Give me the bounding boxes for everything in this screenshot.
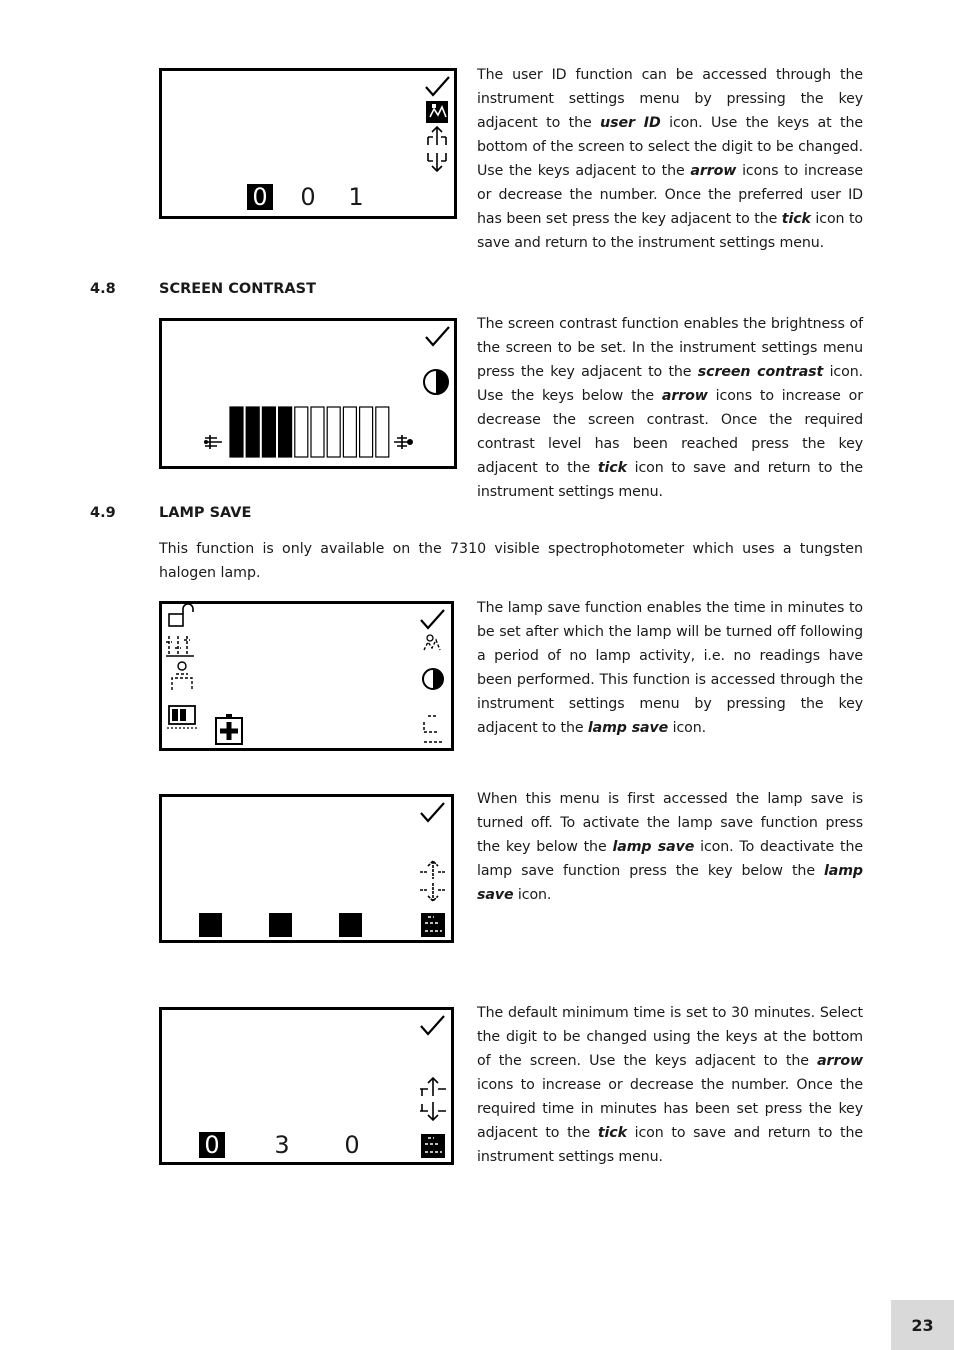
user-id-paragraph [477, 63, 863, 255]
emphasis-text: tick [781, 211, 811, 227]
tick-icon [421, 610, 444, 628]
paragraph-text: icons to increase or decrease the number. Once the preferred user ID has been set press the key adjacent to the [477, 163, 863, 227]
section-number-4-8: 4.8 [90, 281, 116, 297]
display-digit: 0 [300, 183, 316, 211]
paragraph-text: The screen contrast function enables the brightness of the screen to be set. In the instrument settings menu press the key adjacent to the [477, 316, 863, 380]
paragraph-text: icon to save and return to the instrument settings menu. [477, 460, 864, 500]
lamp-save-toggle-display [159, 794, 454, 943]
emphasis-text: screen contrast [697, 364, 824, 380]
paragraph-text: icon. To deactivate the lamp save function press the key below the [477, 839, 863, 879]
user-id-icon [426, 101, 448, 123]
display-digit: 0 [344, 1131, 360, 1159]
paragraph-text: icon. [513, 887, 552, 903]
emphasis-text: user ID [600, 115, 661, 131]
paragraph-text: The user ID function can be accessed through the instrument settings menu by pressing the key adjacent to the [477, 67, 863, 131]
paragraph-text: The default minimum time is set to 30 minutes. Select the digit to be changed using the keys at the bottom of the screen. Use the keys adjacent to the [477, 1005, 863, 1069]
time-icon [424, 716, 442, 742]
tick-icon [421, 803, 444, 821]
screen-contrast-paragraph [477, 312, 863, 504]
contrast-decrease-icon [204, 435, 222, 449]
lamp-save-paragraph-3 [477, 1001, 863, 1169]
contrast-segment [262, 407, 275, 457]
contrast-segment [327, 407, 340, 457]
user-icon [172, 662, 192, 690]
paragraph-text: icon. [668, 720, 707, 736]
emphasis-text: tick [597, 460, 627, 476]
display-digit: 3 [274, 1131, 290, 1159]
contrast-segment [376, 407, 389, 457]
display-digit: 0 [199, 1132, 225, 1158]
lamp-save-time-display [159, 1007, 454, 1165]
paragraph-text: When this menu is first accessed the lamp save is turned off. To activate the lamp save function press the key below the [477, 791, 863, 855]
digit-block [339, 913, 362, 937]
tick-icon [421, 1016, 444, 1034]
emphasis-text: lamp save [477, 863, 863, 903]
page-number: 23 [891, 1300, 954, 1350]
lamp-save-icon [421, 913, 445, 937]
contrast-level-bar [230, 407, 389, 457]
lamp-save-intro: This function is only available on the 7310 visible spectrophotometer which uses a tungsten halogen lamp. [159, 541, 863, 581]
arrow-down-icon [420, 883, 446, 901]
arrow-up-icon [420, 1078, 446, 1096]
digit-block [269, 913, 292, 937]
lamp-save-icon [216, 714, 242, 744]
paragraph-text: icon to save and return to the instrument settings menu. [477, 211, 863, 251]
user-id-display [159, 68, 457, 219]
contrast-segment [295, 407, 308, 457]
lamp-save-paragraph-2 [477, 787, 863, 907]
digit-block [199, 913, 222, 937]
section-number-4-9: 4.9 [90, 505, 116, 521]
arrow-down-icon [420, 1102, 446, 1120]
settings-icon [166, 636, 194, 656]
arrow-down-icon [428, 153, 446, 171]
lock-icon [169, 604, 193, 626]
paragraph-text: icons to increase or decrease the screen contrast. Once the required contrast level has been reached press the key adjacent to the [477, 388, 863, 476]
tick-icon [426, 77, 449, 95]
emphasis-text: arrow [661, 388, 708, 404]
battery-icon [167, 706, 197, 728]
contrast-segment [360, 407, 373, 457]
paragraph-text: icons to increase or decrease the number. Once the required time in minutes has been set press the key adjacent to the [477, 1077, 863, 1141]
screen-contrast-display [159, 318, 457, 469]
contrast-segment [343, 407, 356, 457]
tick-icon [426, 327, 449, 345]
contrast-segment [246, 407, 259, 457]
contrast-increase-icon [394, 435, 413, 449]
lamp-save-icon [421, 1134, 445, 1158]
emphasis-text: arrow [690, 163, 737, 179]
paragraph-text: icon. Use the keys below the [477, 364, 863, 404]
display-digit: 1 [348, 183, 364, 211]
paragraph-text: The lamp save function enables the time in minutes to be set after which the lamp will be turned off following a period of no lamp activity, i.e. no readings have been performed. This function is accessed through the instrument settings menu by pressing the key adjacent to the [477, 600, 863, 736]
emphasis-text: lamp save [587, 720, 669, 736]
arrow-up-icon [428, 127, 446, 145]
contrast-icon [424, 370, 448, 394]
emphasis-text: tick [597, 1125, 627, 1141]
emphasis-text: lamp save [612, 839, 695, 855]
contrast-segment [230, 407, 243, 457]
lamp-save-paragraph-1 [477, 596, 863, 740]
contrast-segment [279, 407, 292, 457]
section-title-lamp-save: LAMP SAVE [159, 505, 252, 521]
user-id-icon [424, 635, 440, 650]
paragraph-text: icon to save and return to the instrument settings menu. [477, 1125, 864, 1165]
instrument-settings-display [159, 601, 454, 751]
display-digit: 0 [247, 184, 273, 210]
contrast-icon [423, 669, 443, 689]
section-title-screen-contrast: SCREEN CONTRAST [159, 281, 316, 297]
emphasis-text: arrow [817, 1053, 863, 1069]
arrow-up-icon [420, 861, 446, 879]
paragraph-text: icon. Use the keys at the bottom of the screen to select the digit to be changed. Use the keys adjacent to the [477, 115, 863, 179]
contrast-segment [311, 407, 324, 457]
